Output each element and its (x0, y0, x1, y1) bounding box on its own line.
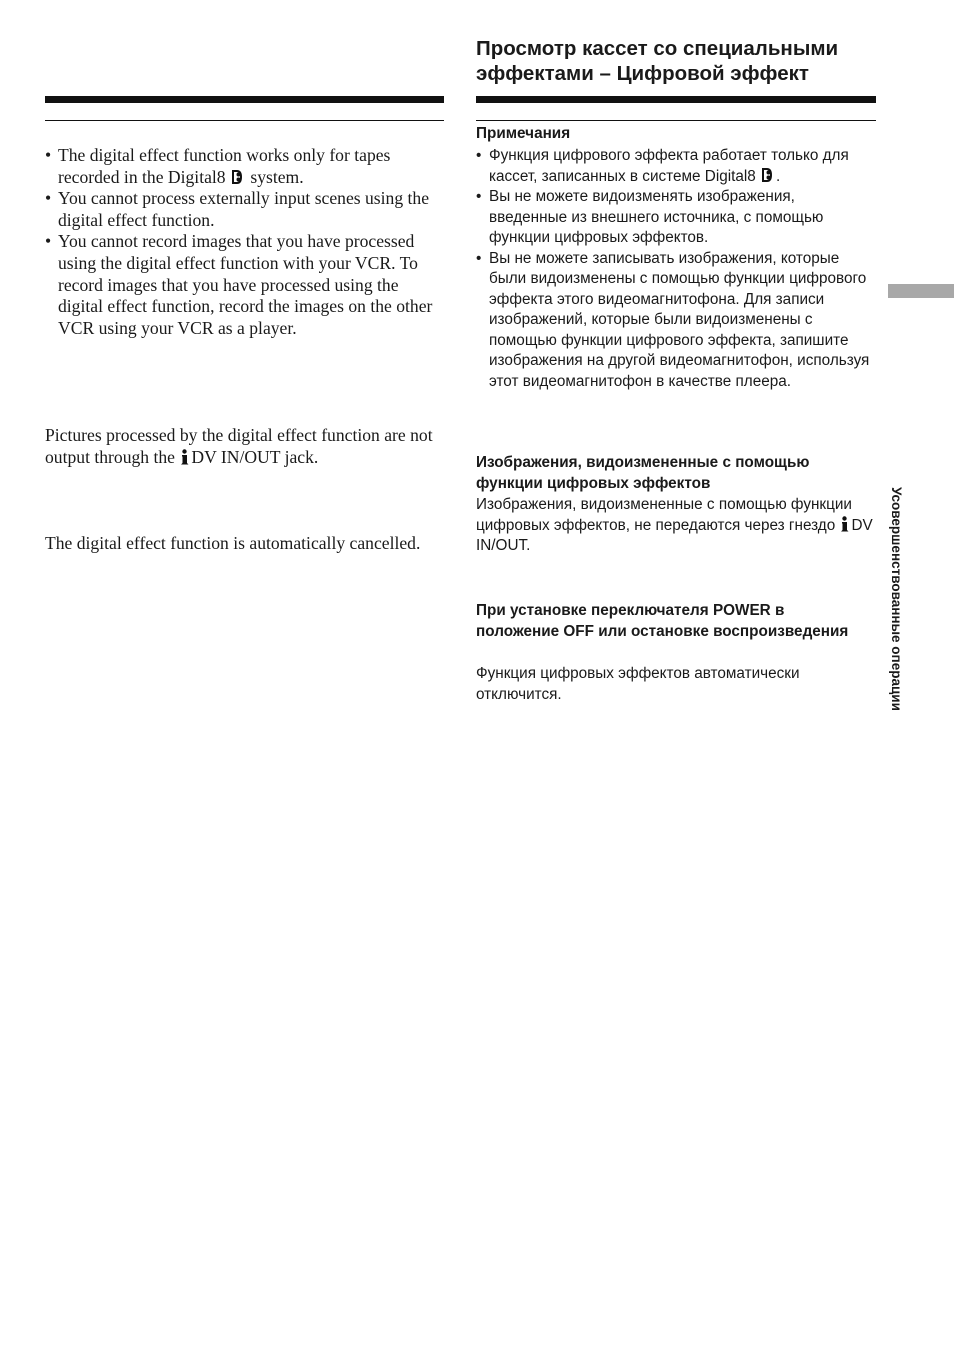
bullet: • (476, 147, 482, 164)
bullet: • (476, 188, 482, 205)
power-heading: При установке переключателя POWER в положение OFF или остановке воспроизведения (476, 602, 849, 640)
ilink-icon (180, 449, 189, 465)
ru-note-item: • Вы не можете видоизменять изображения, введенные из внешнего источника, с помощью функции цифровых эффектов. (476, 188, 824, 246)
page-title: Просмотр кассет со специальными эффектами – Цифровой эффект (476, 37, 839, 85)
bullet: • (45, 145, 52, 165)
ru-output-paragraph: Изображения, видоизмененные с помощью функции цифровых эффектов, не передаются через гнездо DV IN/OUT. (476, 496, 873, 554)
ilink-icon (840, 516, 849, 532)
ru-note-item: • Функция цифрового эффекта работает только для кассет, записанных в системе Digital8 . (476, 147, 849, 185)
ru-note-item: • Вы не можете записывать изображения, которые были видоизменены с помощью функции цифрового эффекта этого видеомагнитофона. Для записи изображений, которые были видоизменены с помощью функции цифрового эффекта, запишите изображения на другой видеомагнитофон, используя этот видеомагнитофон в качестве плеера. (476, 249, 870, 390)
section-side-label: Усовершенствованные операции (889, 487, 904, 711)
digital8-icon (762, 168, 774, 182)
en-note-item: • You cannot record images that you have processed using the digital effect function with your VCR. To record images that you have processed using the digital effect function, record the images on the other VCR using your VCR as a player. (45, 231, 433, 338)
ru-power-paragraph: Функция цифровых эффектов автоматически отключится. (476, 665, 800, 703)
bullet: • (476, 249, 482, 267)
digital8-icon (232, 170, 244, 184)
left-heading-rule-thick (45, 96, 444, 103)
section-tab-marker (888, 284, 954, 298)
en-note-item: • You cannot process externally input scenes using the digital effect function. (45, 188, 430, 230)
output-heading: Изображения, видоизмененные с помощью функции цифровых эффектов (476, 454, 810, 492)
bullet: • (45, 188, 52, 209)
notes-heading: Примечания (476, 125, 571, 142)
right-heading-rule-thick (476, 96, 876, 103)
right-heading-rule-thin (476, 120, 876, 121)
en-output-paragraph: Pictures processed by the digital effect function are not output through the DV IN/OUT jack. (45, 425, 433, 467)
bullet: • (45, 231, 52, 252)
ru-notes-list (476, 146, 876, 392)
en-note-item: • The digital effect function works only for tapes recorded in the Digital8 system. (45, 145, 391, 187)
en-cancel-paragraph: The digital effect function is automatically cancelled. (45, 533, 421, 553)
left-heading-rule-thin (45, 120, 444, 121)
en-notes-list (45, 145, 444, 339)
